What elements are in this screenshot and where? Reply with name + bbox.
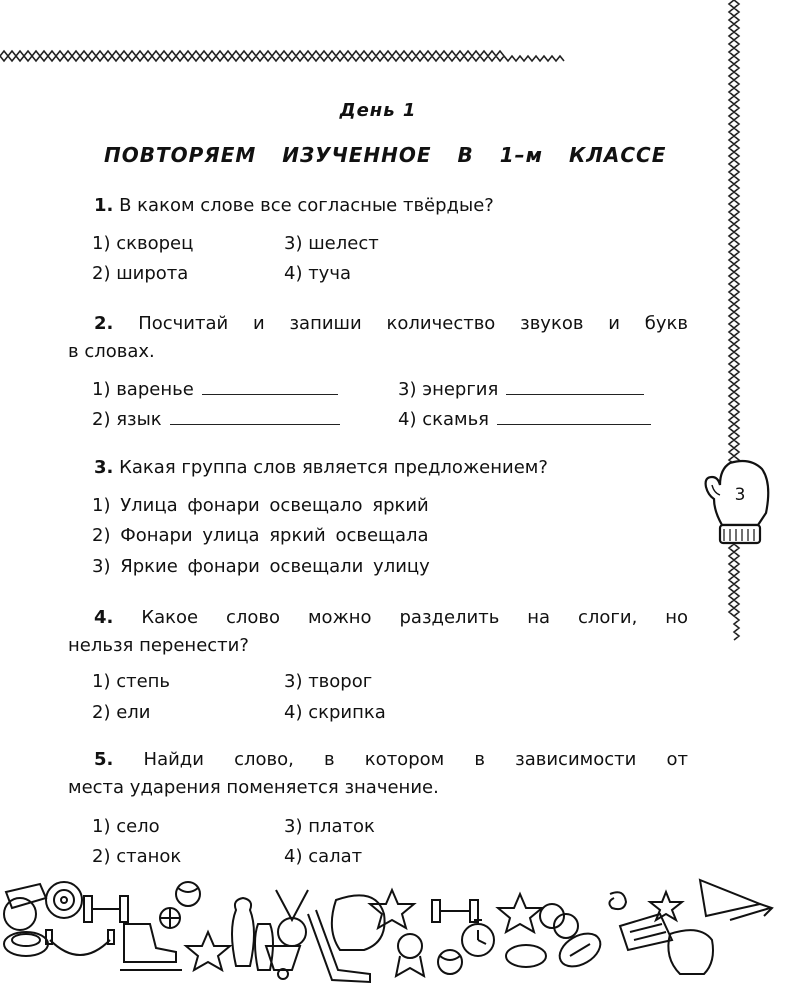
- answer-option-with-blank: [398, 376, 644, 404]
- answer-option-with-blank: [92, 406, 340, 434]
- question-text: В каком слове все согласные твёрдые?: [119, 195, 494, 216]
- star-icon: [370, 890, 414, 928]
- question-text-line1: Найди слово, в котором в зависимости от: [143, 749, 688, 770]
- shuttlecock-icon: [266, 946, 300, 979]
- answer-option: 1) скворец: [92, 233, 194, 254]
- answer-option: 3) энергия: [398, 379, 499, 400]
- question-text-line2: места ударения поменяется значение.: [68, 777, 439, 798]
- question-text-line1: Какое слово можно разделить на слоги, но: [141, 607, 688, 628]
- rugby-ball-icon: [554, 927, 606, 973]
- answer-option: 1) село: [92, 816, 160, 837]
- star-icon: [498, 894, 542, 932]
- question-number: 3.: [94, 457, 114, 478]
- answer-option: 3) платок: [284, 816, 375, 837]
- disc-icon: [506, 945, 546, 967]
- answer-option-with-blank: [92, 376, 338, 404]
- spiral-icon: [609, 892, 626, 909]
- question-2: [68, 310, 688, 366]
- right-zigzag-border: [726, 0, 742, 900]
- star-icon: [186, 932, 230, 970]
- page-number: 3: [734, 485, 746, 505]
- answer-option: 4) туча: [284, 263, 351, 284]
- bowling-pins-icon: [232, 898, 273, 970]
- answer-option: 3) творог: [284, 671, 373, 692]
- question-1: [68, 192, 714, 220]
- answer-option: 4) скамья: [398, 409, 490, 430]
- ball-icon: [160, 908, 180, 928]
- dumbbell-icon: [84, 896, 128, 922]
- medal-icon: [276, 890, 308, 946]
- answer-blank[interactable]: [170, 406, 340, 425]
- answer-option: 3) шелест: [284, 233, 379, 254]
- answer-option: 2) Фонари улица яркий освещала: [92, 525, 429, 546]
- answer-option: 1) варенье: [92, 379, 194, 400]
- answer-option: 2) широта: [92, 263, 189, 284]
- question-text-line2: нельзя перенести?: [68, 635, 249, 656]
- answer-blank[interactable]: [202, 376, 338, 395]
- sports-doodles-border: [0, 870, 800, 1000]
- pennant-icon: [700, 880, 760, 916]
- answer-option: 1) степь: [92, 671, 171, 692]
- answer-option-with-blank: [398, 406, 651, 434]
- target-icon: [46, 882, 82, 918]
- glove-icon: [668, 930, 713, 974]
- answer-option: 2) ели: [92, 702, 151, 723]
- answer-option: 4) салат: [284, 846, 363, 867]
- question-4: [68, 604, 688, 660]
- answer-blank[interactable]: [506, 376, 644, 395]
- tennis-ball-icon: [176, 882, 200, 906]
- question-3: [68, 454, 714, 482]
- answer-blank[interactable]: [497, 406, 651, 425]
- dumbbell-icon: [432, 900, 478, 922]
- question-number: 4.: [94, 607, 114, 628]
- volleyball-icon: [438, 950, 462, 974]
- question-number: 1.: [94, 195, 114, 216]
- answer-option: 2) язык: [92, 409, 162, 430]
- medal-icon: [396, 934, 424, 976]
- whistle-icon: [4, 884, 46, 930]
- question-number: 5.: [94, 749, 114, 770]
- rings-icon: [540, 904, 578, 938]
- question-5: [68, 746, 688, 802]
- question-number: 2.: [94, 313, 114, 334]
- hockey-stick-icon: [308, 910, 370, 982]
- answer-option: 3) Яркие фонари освещали улицу: [92, 556, 430, 577]
- answer-option: 4) скрипка: [284, 702, 386, 723]
- flippers-icon: [620, 914, 672, 950]
- stopwatch-icon: [462, 920, 494, 956]
- question-text: Какая группа слов является предложением?: [119, 457, 548, 478]
- page-title: ПОВТОРЯЕМ ИЗУЧЕННОЕ В 1–м КЛАССЕ: [104, 143, 667, 167]
- discus-icon: [4, 932, 48, 956]
- jump-rope-icon: [46, 930, 114, 955]
- day-label: День 1: [339, 100, 417, 121]
- question-text-line2: в словах.: [68, 341, 155, 362]
- question-text-line1: Посчитай и запиши количество звуков и букв: [138, 313, 688, 334]
- ice-skate-icon: [120, 924, 182, 970]
- answer-option: 2) станок: [92, 846, 182, 867]
- top-zigzag-border: [0, 48, 800, 64]
- answer-option: 1) Улица фонари освещало яркий: [92, 495, 429, 516]
